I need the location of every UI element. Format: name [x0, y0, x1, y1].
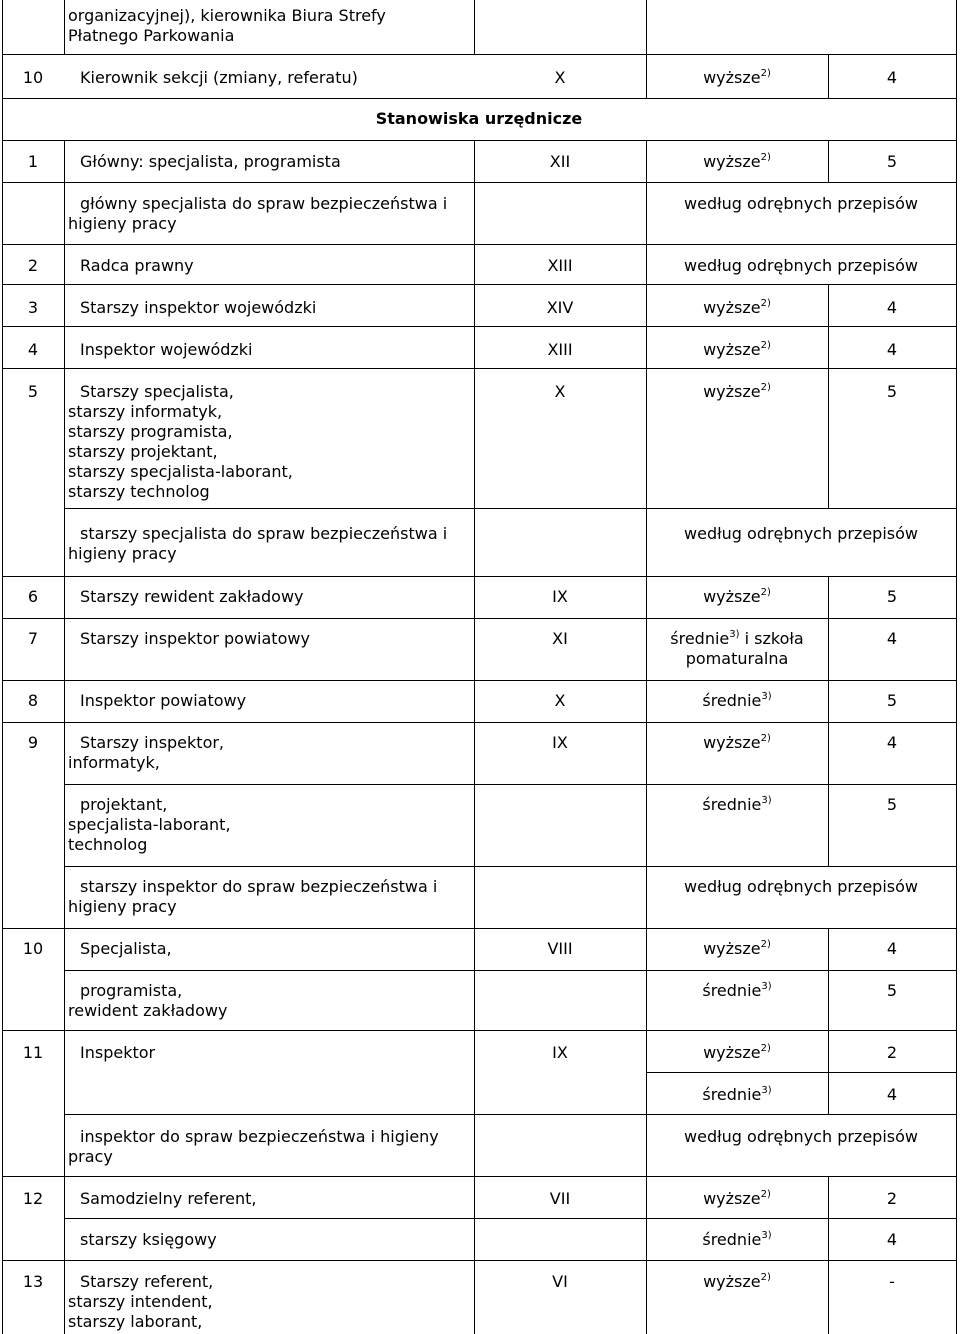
- education-requirement: średnie$^{3)}$: [702, 691, 772, 710]
- experience-years: 5: [886, 981, 898, 1000]
- position-name: Starszy inspektor wojewódzki: [80, 298, 317, 317]
- position-name: starszy specjalista do spraw bezpieczeństwa i: [80, 524, 448, 543]
- pay-category: VII: [549, 1189, 571, 1208]
- row-number: 3: [27, 298, 39, 317]
- requirement-note: według odrębnych przepisów: [684, 194, 918, 213]
- position-name: Inspektor powiatowy: [80, 691, 247, 710]
- education-requirement: wyższe$^{2)}$: [703, 733, 771, 752]
- position-name: technolog: [68, 835, 148, 854]
- experience-years: 5: [886, 382, 898, 401]
- education-requirement: średnie$^{3)}$: [702, 1085, 772, 1104]
- experience-years: 4: [886, 629, 898, 648]
- pay-category: X: [554, 382, 566, 401]
- pay-category: XIV: [546, 298, 574, 317]
- experience-years: -: [889, 1272, 895, 1291]
- position-name: Starszy inspektor,: [80, 733, 225, 752]
- position-name: Kierownik sekcji (zmiany, referatu): [80, 68, 358, 87]
- education-requirement: wyższe$^{2)}$: [703, 152, 771, 171]
- position-name: starszy informatyk,: [68, 402, 223, 421]
- row-number: 9: [27, 733, 39, 752]
- row-number: 10: [22, 939, 44, 958]
- position-name: Starszy specjalista,: [80, 382, 234, 401]
- experience-years: 4: [886, 340, 898, 359]
- experience-years: 4: [886, 1085, 898, 1104]
- position-name: główny specjalista do spraw bezpieczeństwa i: [80, 194, 448, 213]
- position-name: starszy księgowy: [80, 1230, 217, 1249]
- position-name: starszy projektant,: [68, 442, 218, 461]
- experience-years: 5: [886, 691, 898, 710]
- row-number: 4: [27, 340, 39, 359]
- row-number: 13: [22, 1272, 44, 1291]
- experience-years: 4: [886, 733, 898, 752]
- position-name: higieny pracy: [68, 544, 177, 563]
- pay-category: XIII: [547, 256, 573, 275]
- row-number: 12: [22, 1189, 44, 1208]
- position-name: programista,: [80, 981, 183, 1000]
- position-name: Inspektor wojewódzki: [80, 340, 253, 359]
- requirement-note: według odrębnych przepisów: [684, 877, 918, 896]
- position-name: Inspektor: [80, 1043, 156, 1062]
- education-requirement: wyższe$^{2)}$: [703, 68, 771, 87]
- section-title: Stanowiska urzędnicze: [375, 109, 583, 128]
- position-name: Starszy referent,: [80, 1272, 214, 1291]
- position-name: Samodzielny referent,: [80, 1189, 257, 1208]
- continued-name-line: organizacyjnej), kierownika Biura Strefy: [68, 6, 386, 25]
- experience-years: 4: [886, 68, 898, 87]
- pay-category: IX: [552, 733, 568, 752]
- education-requirement: średnie$^{3)}$: [702, 981, 772, 1000]
- education-requirement: wyższe$^{2)}$: [703, 1189, 771, 1208]
- education-requirement: wyższe$^{2)}$: [703, 939, 771, 958]
- position-name: projektant,: [80, 795, 168, 814]
- position-name: Główny: specjalista, programista: [80, 152, 341, 171]
- position-name: informatyk,: [68, 753, 160, 772]
- pay-category: X: [554, 691, 566, 710]
- requirement-note: według odrębnych przepisów: [684, 256, 918, 275]
- position-name: Starszy inspektor powiatowy: [80, 629, 310, 648]
- experience-years: 5: [886, 795, 898, 814]
- pay-category: XIII: [547, 340, 573, 359]
- position-name: pracy: [68, 1147, 113, 1166]
- pay-category: VIII: [547, 939, 573, 958]
- position-name: starszy inspektor do spraw bezpieczeństwa i: [80, 877, 438, 896]
- experience-years: 4: [886, 1230, 898, 1249]
- row-number: 7: [27, 629, 39, 648]
- requirement-note: według odrębnych przepisów: [684, 1127, 918, 1146]
- experience-years: 2: [886, 1189, 898, 1208]
- position-name: higieny pracy: [68, 214, 177, 233]
- row-number: 5: [27, 382, 39, 401]
- position-name: Starszy rewident zakładowy: [80, 587, 304, 606]
- education-requirement: wyższe$^{2)}$: [703, 382, 771, 401]
- pay-category: XI: [552, 629, 568, 648]
- position-name: higieny pracy: [68, 897, 177, 916]
- position-name: starszy technolog: [68, 482, 210, 501]
- row-number: 8: [27, 691, 39, 710]
- row-number: 1: [27, 152, 39, 171]
- education-requirement: pomaturalna: [685, 649, 789, 668]
- education-requirement: wyższe$^{2)}$: [703, 587, 771, 606]
- requirement-note: według odrębnych przepisów: [684, 524, 918, 543]
- position-name: starszy intendent,: [68, 1292, 213, 1311]
- experience-years: 5: [886, 152, 898, 171]
- pay-category: XII: [549, 152, 571, 171]
- education-requirement: średnie$^{3)}$: [702, 795, 772, 814]
- education-requirement: wyższe$^{2)}$: [703, 1272, 771, 1291]
- pay-category: IX: [552, 1043, 568, 1062]
- pay-category: VI: [552, 1272, 568, 1291]
- experience-years: 5: [886, 587, 898, 606]
- position-name: rewident zakładowy: [68, 1001, 228, 1020]
- row-number: 6: [27, 587, 39, 606]
- position-name: starszy laborant,: [68, 1312, 203, 1331]
- position-name: Radca prawny: [80, 256, 194, 275]
- row-number: 10: [22, 68, 44, 87]
- row-number: 2: [27, 256, 39, 275]
- position-name: starszy specjalista-laborant,: [68, 462, 293, 481]
- education-requirement: średnie$^{3)}$ i szkoła: [670, 629, 804, 648]
- experience-years: 2: [886, 1043, 898, 1062]
- education-requirement: wyższe$^{2)}$: [703, 1043, 771, 1062]
- pay-category: IX: [552, 587, 568, 606]
- row-number: 11: [22, 1043, 44, 1062]
- pay-category: X: [554, 68, 566, 87]
- education-requirement: średnie$^{3)}$: [702, 1230, 772, 1249]
- education-requirement: wyższe$^{2)}$: [703, 340, 771, 359]
- education-requirement: wyższe$^{2)}$: [703, 298, 771, 317]
- position-name: specjalista-laborant,: [68, 815, 231, 834]
- position-name: starszy programista,: [68, 422, 233, 441]
- experience-years: 4: [886, 939, 898, 958]
- position-name: inspektor do spraw bezpieczeństwa i higieny: [80, 1127, 439, 1146]
- continued-name-line: Płatnego Parkowania: [68, 26, 235, 45]
- experience-years: 4: [886, 298, 898, 317]
- position-name: Specjalista,: [80, 939, 172, 958]
